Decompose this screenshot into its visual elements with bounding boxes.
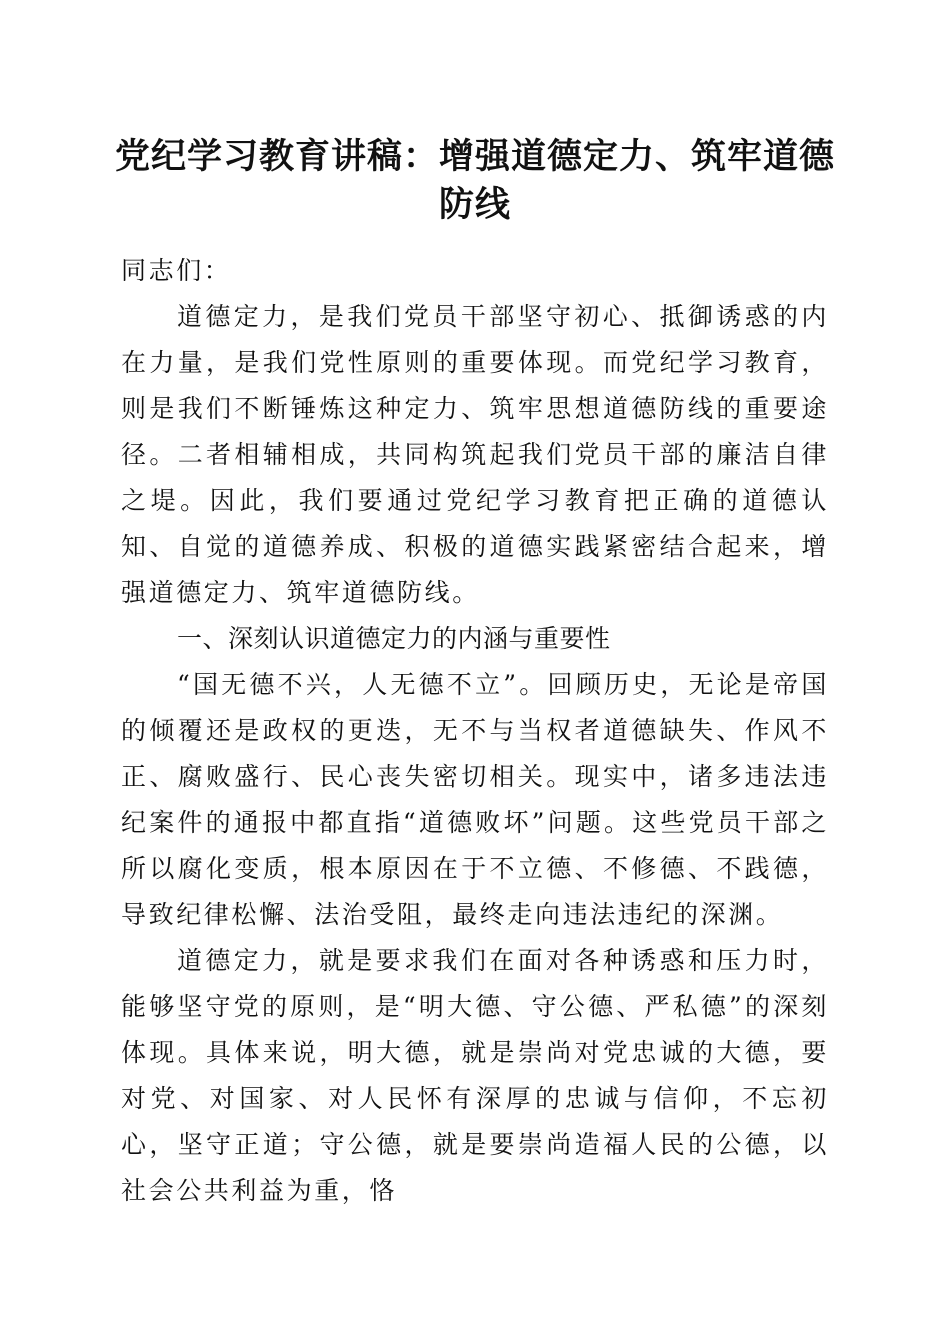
section1-paragraph-2: 道德定力，就是要求我们在面对各种诱惑和压力时，能够坚守党的原则，是“明大德、守公德、严私德”的深刻体现。具体来说，明大德，就是崇尚对党忠诚的大德，要对党、对国家、对人民怀有深厚的忠诚与信仰，不忘初心，坚守正道；守公德，就是要崇尚造福人民的公德，以社会公共利益为重，恪: [121, 946, 829, 1205]
section1-paragraph-1: “国无德不兴，人无德不立”。回顾历史，无论是帝国的倾覆还是政权的更迭，无不与当权者道德缺失、作风不正、腐败盛行、民心丧失密切相关。现实中，诸多违法违纪案件的通报中都直指“道德败坏”问题。这些党员干部之所以腐化变质，根本原因在于不立德、不修德、不践德，导致纪律松懈、法治受阻，最终走向违法违纪的深渊。: [121, 670, 829, 929]
document-title: 党纪学习教育讲稿：增强道德定力、筑牢道德防线: [114, 136, 835, 225]
section-heading-1: 一、深刻认识道德定力的内涵与重要性: [177, 624, 611, 653]
intro-paragraph: 道德定力，是我们党员干部坚守初心、抵御诱惑的内在力量，是我们党性原则的重要体现。而党纪学习教育，则是我们不断锤炼这种定力、筑牢思想道德防线的重要途径。二者相辅相成，共同构筑起我们党员干部的廉洁自律之堤。因此，我们要通过党纪学习教育把正确的道德认知、自觉的道德养成、积极的道德实践紧密结合起来，增强道德定力、筑牢道德防线。: [121, 302, 829, 607]
document-body: [121, 248, 829, 1214]
salutation: 同志们：: [121, 256, 232, 285]
